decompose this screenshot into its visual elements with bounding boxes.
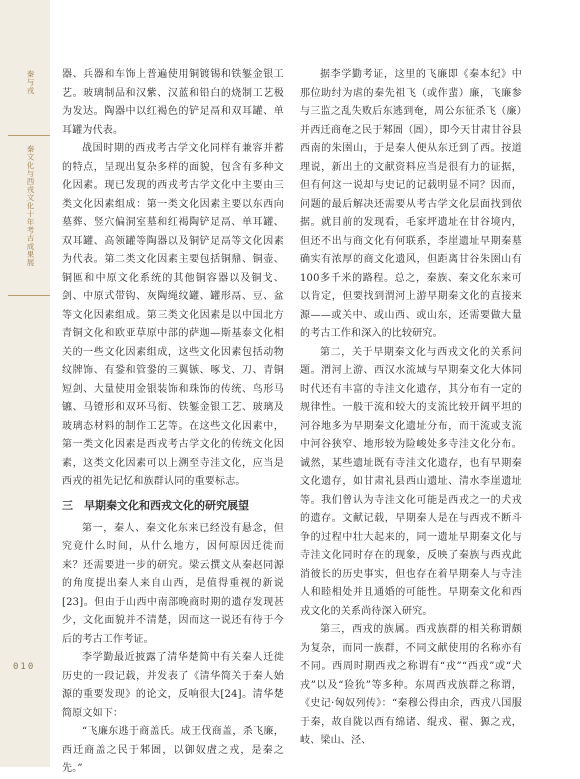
paragraph: 据李学勤考证，这里的飞廉即《秦本纪》中那位助纣为虐的秦先祖飞（或作蜚）廉，飞廉参与三监之乱失败后东逃到奄，周公东征杀飞（廉）并西迁商奄之民于邾圄（圄），即今天甘肃甘谷县西南的朱圉山，于是秦人便从东迁到了西。按道理说，新出土的文献资料应当是很有力的证据，但有何这一说却与史记的记载明显不同？因而，问题的最后解决还需要从考古学文化层面找到依据。就目前的发现看，毛家坪遗址在甘谷境内，但还不出与商文化有何联系，李崖遗址早期秦墓确实有浓厚的商文化遗风，但距离甘谷朱圉山有100多千米的路程。总之，秦族、秦文化东来可以肯定，但要找到渭河上游早期秦文化的直接来源——或关中、或山西、或山东，还需要做大量的考古工作和深入的比较研究。 <box>300 69 522 339</box>
sidebar-title: 秦与戎 <box>26 70 35 95</box>
paragraph: 战国时期的西戎考古学文化同样有兼容并蓄的特点，呈现出复杂多样的面貌，包含有多种文化因素。现已发现的西戎考古学文化中主要由三类文化因素组成：第一类文化因素主要以东西向墓葬、竖穴偏洞室墓和红褐陶铲足鬲、单耳罐、双耳罐、高领罐等陶器以及铜铲足鬲等文化因素为代表。第二类文化因素主要包括铜鼎、铜壶、铜匜和中原文化系统的其他铜容器以及铜戈、剑、中原式带钩、灰陶绳纹罐、罐形鬲、豆、盆等文化因素组成。第三类文化因素是以中国北方青铜文化和欧亚草原中部的萨迦—斯基泰文化相关的一些文化因素组成，这些文化因素包括动物纹牌饰、有銎和管銎的三翼镞、啄戈、刀、青铜短剑、大量使用金银装饰和珠饰的传统、鸟形马镳、马镫形和双环马衔、铁錾金银工艺、玻璃及玻璃态材料的制作工艺等。在这些文化因素中，第一类文化因素是西戎考古学文化的传统文化因素，这类文化因素可以上溯至寺洼文化，应当是西戎的祖先记忆和族群认同的重要标志。 <box>62 143 284 487</box>
left-column <box>62 66 284 774</box>
sidebar-divider <box>8 135 50 136</box>
section-heading: 三 早期秦文化和西戎文化的研究展望 <box>62 498 249 512</box>
page-number: 010 <box>13 662 36 672</box>
quotation: “飞廉东逃于商盖氏。成王伐商盖，杀飞廉，西迁商盖之民于邾圄，以御奴虘之戎，是秦之先。” <box>62 726 284 774</box>
sidebar-divider-bottom <box>8 295 50 296</box>
sidebar <box>0 0 50 767</box>
paragraph: 第二，关于早期秦文化与西戎文化的关系问题。渭河上游、西汉水流域与早期秦文化大体同时代还有丰富的寺洼文化遗存，其分布有一定的规律性。一般干流和较大的支流比较开阔平坦的河谷地多为早期秦文化遗址分布，而干流或支流中河谷狭窄、地形较为险峻处多寺洼文化分布。诚然，某些遗址既有寺洼文化遗存，也有早期秦文化遗存，如甘肃礼县西山遗址、清水李崖遗址等。我们曾认为寺洼文化可能是西戎之一的犬戎的遗存。文献记载，早期秦人是在与西戎不断斗争的过程中壮大起来的，同一遗址早期秦文化与寺洼文化同时存在的现象，反映了秦族与西戎此消彼长的历史事实，但也存在着早期秦人与寺洼人和睦相处并且通婚的可能性。早期秦文化和西戎文化的关系尚待深入研究。 <box>300 346 522 617</box>
paragraph: 李学勤最近披露了清华楚简中有关秦人迁徙历史的一段记载，并发表了《清华简关于秦人始源的重要发现》的论文，反响很大[24]。清华楚简原文如下： <box>62 652 284 719</box>
sidebar-subtitle: 秦文化与西戎文化十年考古成果展 <box>26 145 35 267</box>
paragraph: 第一，秦人、秦文化东来已经没有悬念，但究竟什么时间，从什么地方，因何原因迁徙而来？还需要进一步的研究。梁云撰文从秦赵同源的角度提出秦人来自山西，是值得重视的新说[23]。但由于山西中南部晚商时期的遗存发现甚少，文化面貌并不清楚，因而这一说还有待于今后的考古工作考证。 <box>62 522 284 645</box>
paragraph: 器、兵器和车饰上普遍使用铜镀锡和铁錾金银工艺。玻璃制品和汉紫、汉蓝和铅白的烧制工艺极为发达。陶器中以红褐色的铲足鬲和双耳罐、单耳罐为代表。 <box>62 69 284 136</box>
right-column <box>300 66 522 756</box>
paragraph: 第三，西戎的族属。西戎族群的相关称谓颇为复杂，而同一族群，不同文献使用的名称亦有不同。西周时期西戎之称谓有“戎”“西戎”或“犬戎”以及“猃狁”等多种。东周西戎族群之称谓，《史记·匈奴列传》：“秦穆公得由余，西戎八国服于秦，故自陇以西有绵诸、绲戎、翟、獂之戎，岐、梁山、泾、 <box>300 624 522 746</box>
